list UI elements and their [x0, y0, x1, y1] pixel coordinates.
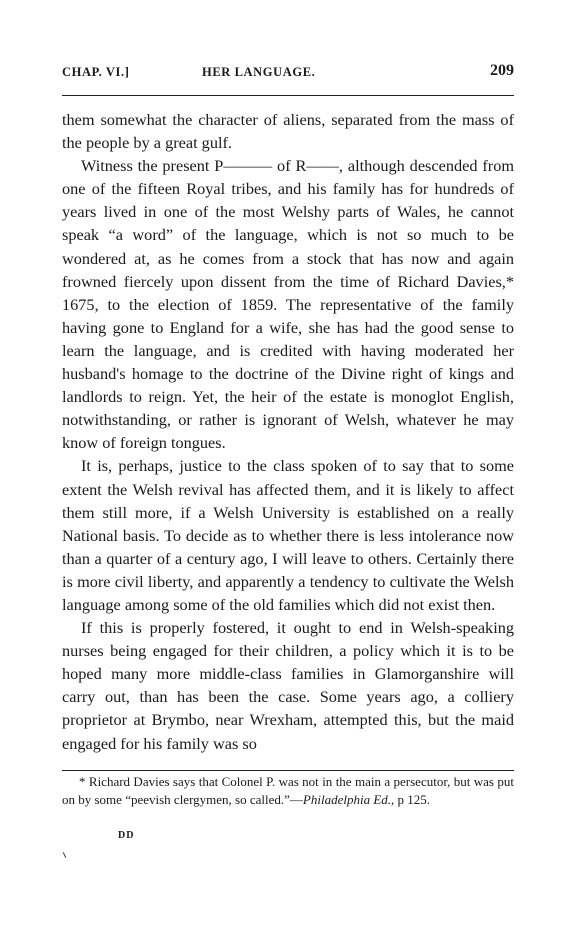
paragraph: It is, perhaps, justice to the class spoken of to say that to some extent the Welsh revival has affected them, and it is likely to affect them still more, if a Welsh University is established on a really National basis. To decide as to whether there is less intolerance now than a quarter of a century ago, I will leave to others. Certainly there is more civil liberty, and apparently a tendency to cultivate the Welsh language among some of the old families which did not exist then. — [62, 456, 514, 614]
footnote-source: Philadelphia Ed., — [302, 791, 395, 807]
stray-mark — [63, 852, 66, 858]
paragraph-continuation: them somewhat the character of aliens, separated from the mass of the people by a great gulf. — [62, 110, 514, 153]
running-title: HER LANGUAGE. — [202, 65, 316, 79]
footnote-rule — [62, 770, 514, 771]
paragraph: Witness the present P——— of R——, although descended from one of the fifteen Royal tribes, and his family has for hundreds of years lived in one of the most Welshy parts of Wales, he cannot speak “a word” of the language, which is not so much to be wondered at, as he comes from a stock that has now and again frowned fiercely upon dissent from the time of Richard Davies,* 1675, to the election of 1859. The representative of the family having gone to England for a wife, she has had the good sense to learn the language, and is credited with having moderated her husband's homage to the doctrine of the Divine right of kings and landlords to reign. Yet, the heir of the estate is monoglot English, notwithstanding, or rather is ignorant of Welsh, whatever he may know of foreign tongues. — [62, 156, 514, 453]
footnote-text: * Richard Davies says that Colonel P. was not in the main a persecutor, but was put on by some “peevish clergymen, so called.”— — [62, 774, 514, 807]
running-head — [62, 63, 514, 83]
body-text — [62, 108, 514, 755]
footnote-page-ref: p 125. — [394, 791, 431, 807]
header-rule — [62, 95, 514, 96]
paragraph: If this is properly fostered, it ought to end in Welsh-speaking nurses being engaged for their children, a policy which it is to be hoped many more middle-class families in Glamorganshire will carry out, than has been the case. Some years ago, a colliery proprietor at Brymbo, near Wrexham, attempted this, but the maid engaged for his family was so — [62, 618, 514, 753]
page-number: 209 — [490, 62, 514, 79]
footnote — [62, 773, 514, 808]
signature-mark: DD — [118, 830, 135, 841]
chapter-label: CHAP. VI.] — [62, 65, 130, 79]
